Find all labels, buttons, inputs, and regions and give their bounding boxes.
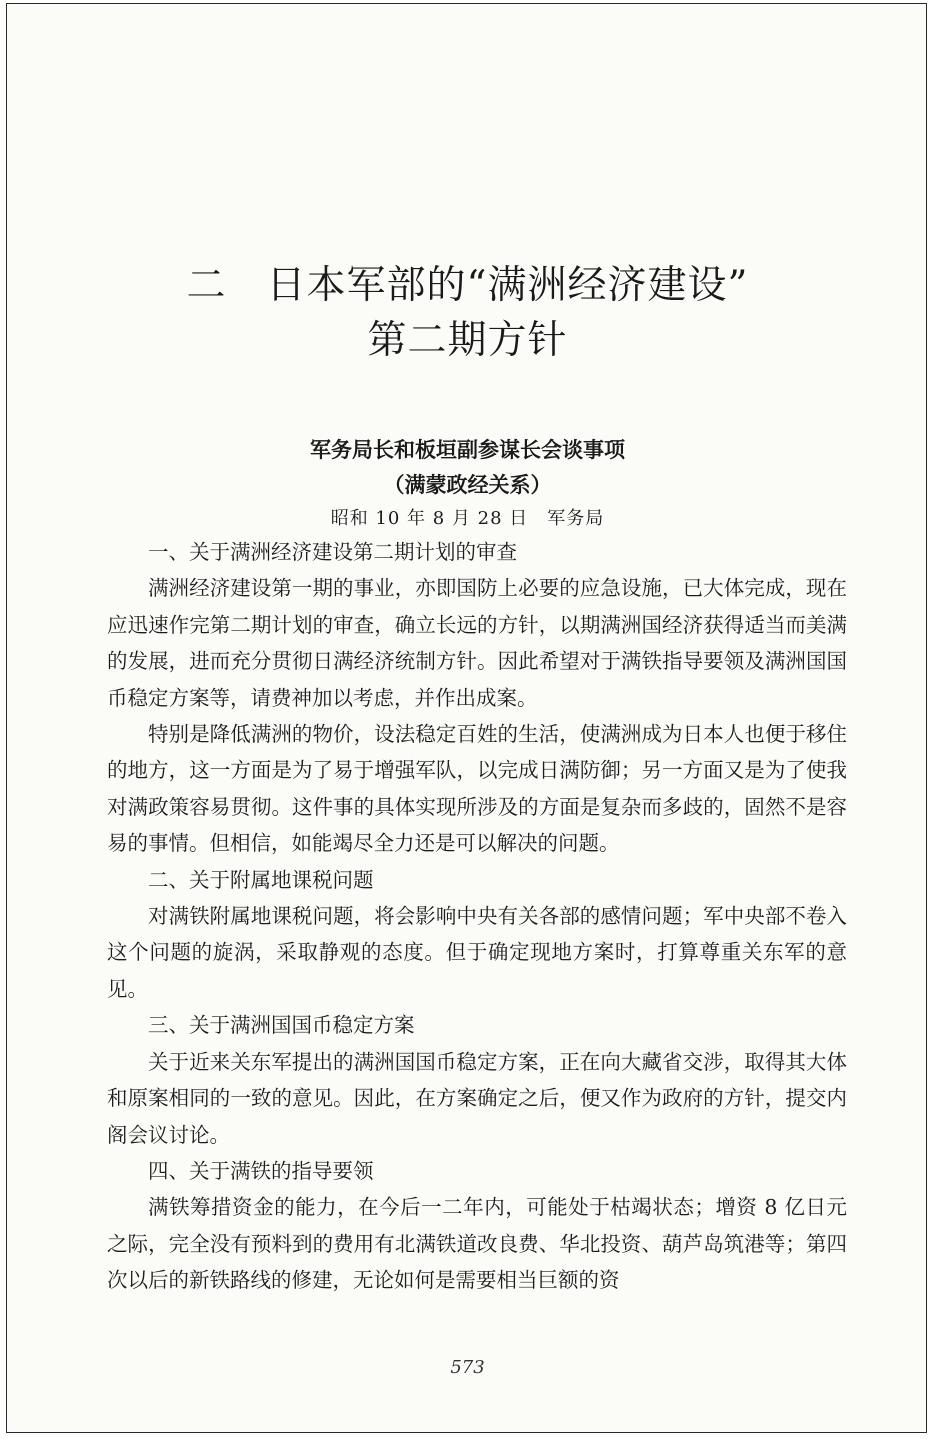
section-heading-3: 三、关于满洲国国币稳定方案 <box>148 1013 415 1038</box>
paragraph: 满铁筹措资金的能力，在今后一二年内，可能处于枯竭状态；增资 8 亿日元之际，完全没有预料到的费用有北满铁道改良费、华北投资、葫芦岛筑港等；第四次以后的新铁路线的修建，无论如何是需要相当巨额的资 <box>107 1195 847 1293</box>
chapter-title-line2: 第二期方针 <box>367 318 568 363</box>
document-subtitle-note: （满蒙政经关系） <box>383 473 552 497</box>
paragraph: 关于近来关东军提出的满洲国国币稳定方案，正在向大藏省交涉，取得其大体和原案相同的一致的意见。因此，在方案确定之后，便又作为政府的方针，提交内阁会议讨论。 <box>107 1049 847 1147</box>
page-number: 573 <box>450 1357 485 1378</box>
section-heading-4: 四、关于满铁的指导要领 <box>148 1158 374 1183</box>
dateline: 昭和 10 年 8 月 28 日 军务局 <box>330 508 605 529</box>
section-heading-2: 二、关于附属地课税问题 <box>148 867 374 892</box>
document-subtitle: 军务局长和板垣副参谋长会谈事项 <box>310 438 625 462</box>
body-text <box>107 534 847 1299</box>
paragraph: 特别是降低满洲的物价，设法稳定百姓的生活，使满洲成为日本人也便于移住的地方，这一方面是为了易于增强军队，以完成日满防御；另一方面又是为了使我对满政策容易贯彻。这件事的具体实现所涉及的方面是复杂而多歧的，固然不是容易的事情。但相信，如能竭尽全力还是可以解决的问题。 <box>107 722 847 856</box>
section-heading-1: 一、关于满洲经济建设第二期计划的审查 <box>148 540 517 564</box>
chapter-title-line1: 二 日本军部的“满洲经济建设” <box>186 263 749 308</box>
paragraph: 满洲经济建设第一期的事业，亦即国防上必要的应急设施，已大体完成，现在应迅速作完第二期计划的审查，确立长远的方针，以期满洲国经济获得适当而美满的发展，进而充分贯彻日满经济统制方针。因此希望对于满铁指导要领及满洲国国币稳定方案等，请费神加以考虑，并作出成案。 <box>107 576 847 710</box>
document-page <box>6 3 927 1433</box>
paragraph: 对满铁附属地课税问题，将会影响中央有关各部的感情问题；军中央部不卷入这个问题的旋涡，采取静观的态度。但于确定现地方案时，打算尊重关东军的意见。 <box>107 904 847 1001</box>
